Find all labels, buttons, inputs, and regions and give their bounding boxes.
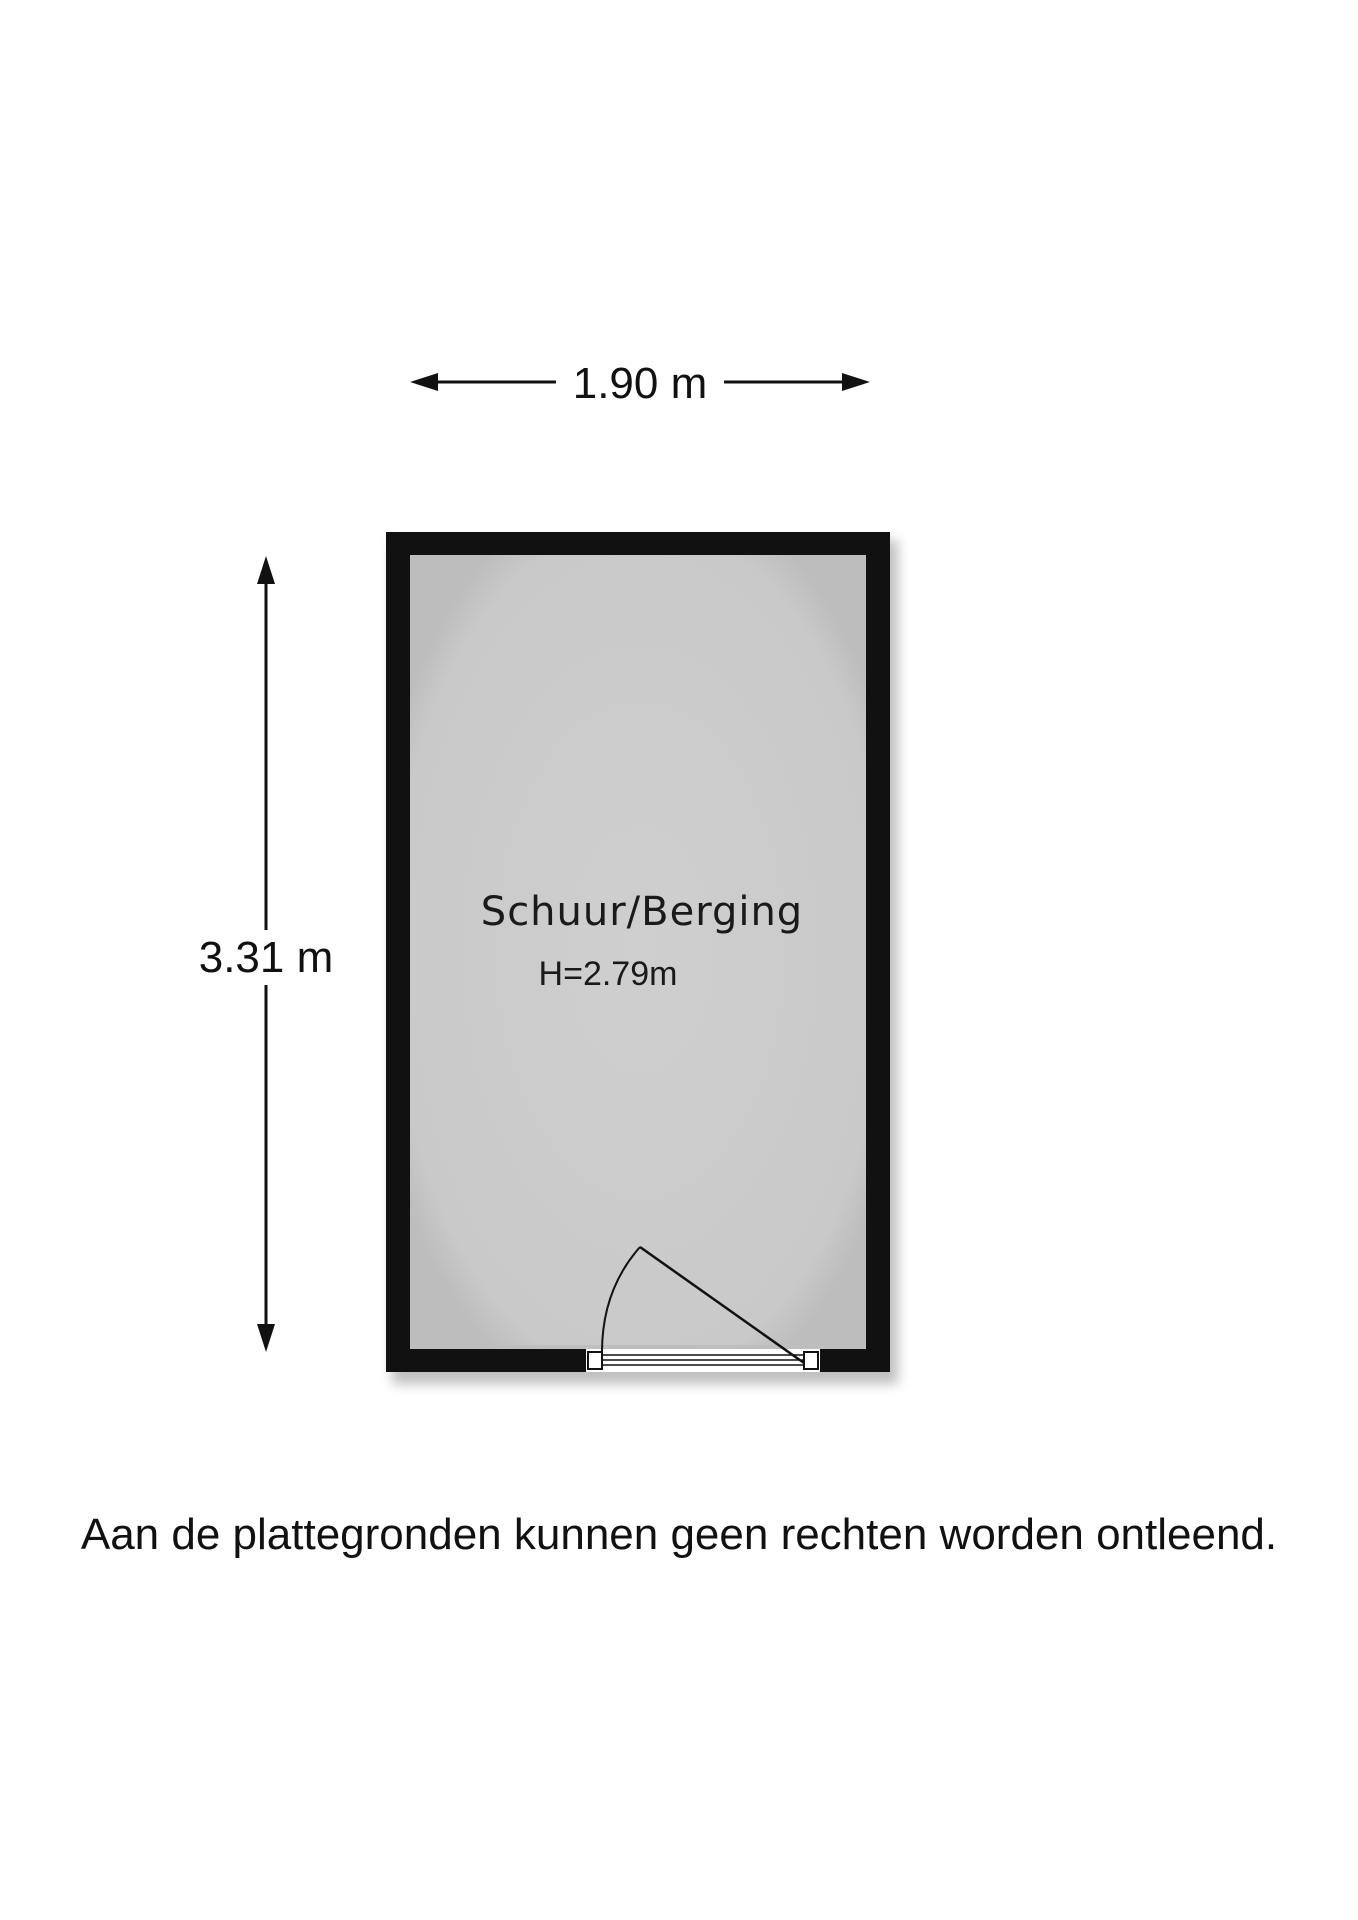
wall-bottom-left	[386, 1349, 586, 1372]
room-name: Schuur/Berging	[480, 889, 804, 935]
width-arrow-right-icon	[842, 373, 870, 391]
door-jamb-right	[804, 1352, 818, 1369]
height-dimension	[199, 556, 334, 1352]
width-dimension-label: 1.90 m	[572, 359, 708, 408]
height-arrow-bottom-icon	[257, 1324, 275, 1352]
room-floor	[410, 555, 870, 1345]
height-arrow-top-icon	[257, 556, 275, 584]
height-dimension-label: 3.31 m	[198, 933, 334, 982]
wall-top	[386, 532, 890, 555]
width-dimension	[410, 359, 870, 408]
wall-right	[866, 532, 890, 1372]
wall-bottom-right	[820, 1349, 890, 1372]
width-arrow-left-icon	[410, 373, 438, 391]
room-height: H=2.79m	[538, 955, 678, 993]
wall-left	[386, 532, 410, 1372]
door-jamb-left	[588, 1352, 602, 1369]
disclaimer-text: Aan de plattegronden kunnen geen rechten worden ontleend.	[80, 1510, 1278, 1559]
